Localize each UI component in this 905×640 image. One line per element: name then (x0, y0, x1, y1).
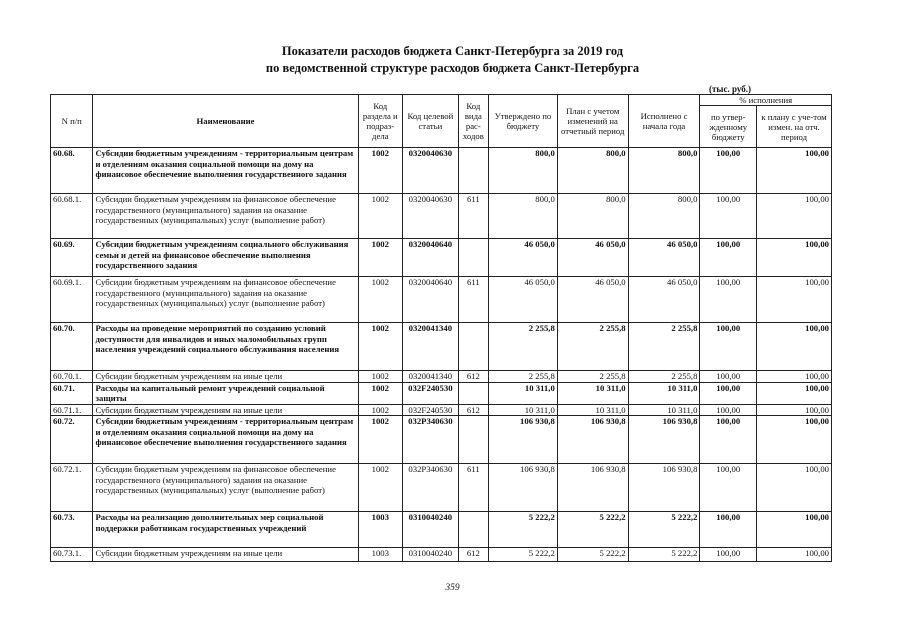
row-section-code: 1002 (358, 404, 403, 416)
row-section-code: 1002 (358, 148, 403, 194)
row-percent-plan: 100,00 (757, 548, 832, 562)
row-plan: 10 311,0 (557, 404, 628, 416)
row-executed: 800,0 (628, 194, 700, 239)
row-number: 60.71.1. (51, 404, 93, 416)
row-name: Субсидии бюджетным учреждениям социального обслуживания семьи и детей на финансовое обеспечение выполнения государственного задания (93, 239, 358, 277)
header-approved: Утверждено по бюджету (489, 95, 558, 148)
row-percent-approved: 100,00 (700, 239, 757, 277)
row-section-code: 1003 (358, 548, 403, 562)
row-plan: 5 222,2 (557, 548, 628, 562)
row-approved: 10 311,0 (489, 404, 558, 416)
row-approved: 2 255,8 (489, 323, 558, 371)
row-approved: 106 930,8 (489, 464, 558, 512)
table-row (51, 548, 832, 562)
row-approved: 800,0 (489, 148, 558, 194)
row-number: 60.70.1. (51, 371, 93, 383)
row-number: 60.68.1. (51, 194, 93, 239)
table-row (51, 323, 832, 371)
row-percent-approved: 100,00 (700, 382, 757, 404)
row-section-code: 1002 (358, 371, 403, 383)
row-type-code: 611 (458, 194, 488, 239)
row-plan: 10 311,0 (557, 382, 628, 404)
row-section-code: 1002 (358, 323, 403, 371)
row-target-code: 0310040240 (403, 548, 459, 562)
document-subtitle: по ведомственной структуре расходов бюджета Санкт-Петербурга (265, 61, 640, 75)
row-number: 60.72. (51, 416, 93, 464)
row-target-code: 032F240530 (403, 404, 459, 416)
row-target-code: 032P340630 (403, 416, 459, 464)
header-percent-group: % исполнения (700, 95, 832, 106)
row-name: Субсидии бюджетным учреждениям на иные цели (93, 404, 358, 416)
row-percent-plan: 100,00 (757, 464, 832, 512)
header-percent-approved: по утвер-жденному бюджету (700, 106, 757, 148)
row-target-code: 0320041340 (403, 323, 459, 371)
row-name: Расходы на капитальный ремонт учреждений социальной защиты (93, 382, 358, 404)
table-row (51, 382, 832, 404)
row-percent-approved: 100,00 (700, 464, 757, 512)
row-percent-plan: 100,00 (757, 239, 832, 277)
table-row (51, 371, 832, 383)
row-executed: 2 255,8 (628, 323, 700, 371)
row-target-code: 0320040630 (403, 194, 459, 239)
table-row (51, 194, 832, 239)
row-percent-approved: 100,00 (700, 148, 757, 194)
row-executed: 5 222,2 (628, 548, 700, 562)
row-approved: 5 222,2 (489, 512, 558, 548)
row-percent-approved: 100,00 (700, 548, 757, 562)
row-percent-approved: 100,00 (700, 404, 757, 416)
row-target-code: 0320041340 (403, 371, 459, 383)
row-type-code: 612 (458, 371, 488, 383)
row-type-code (458, 416, 488, 464)
row-executed: 46 050,0 (628, 277, 700, 323)
header-section-code: Код раздела и подраз-дела (358, 95, 403, 148)
row-target-code: 0310040240 (403, 512, 459, 548)
row-executed: 5 222,2 (628, 512, 700, 548)
header-percent-plan: к плану с уче-том измен. на отч. период (757, 106, 832, 148)
row-executed: 10 311,0 (628, 404, 700, 416)
row-executed: 106 930,8 (628, 464, 700, 512)
row-percent-plan: 100,00 (757, 323, 832, 371)
row-percent-plan: 100,00 (757, 382, 832, 404)
row-percent-approved: 100,00 (700, 371, 757, 383)
row-number: 60.72.1. (51, 464, 93, 512)
row-executed: 10 311,0 (628, 382, 700, 404)
row-section-code: 1003 (358, 512, 403, 548)
row-approved: 46 050,0 (489, 277, 558, 323)
row-name: Расходы на реализацию дополнительных мер социальной поддержки работникам государственных учреждений (93, 512, 358, 548)
budget-table (50, 94, 832, 562)
row-type-code (458, 239, 488, 277)
row-type-code: 612 (458, 404, 488, 416)
row-approved: 2 255,8 (489, 371, 558, 383)
row-target-code: 032P340630 (403, 464, 459, 512)
table-row (51, 416, 832, 464)
row-executed: 2 255,8 (628, 371, 700, 383)
row-percent-plan: 100,00 (757, 512, 832, 548)
row-plan: 800,0 (557, 148, 628, 194)
row-name: Субсидии бюджетным учреждениям на иные цели (93, 371, 358, 383)
row-executed: 800,0 (628, 148, 700, 194)
row-approved: 10 311,0 (489, 382, 558, 404)
row-section-code: 1002 (358, 416, 403, 464)
row-name: Субсидии бюджетным учреждениям на финансовое обеспечение государственного (муниципального) задания на оказание государственных (муниципальных) услуг (выполнение работ) (93, 194, 358, 239)
header-num: N п/п (51, 95, 93, 148)
page-number: 359 (445, 583, 460, 593)
row-type-code (458, 512, 488, 548)
row-plan: 5 222,2 (557, 512, 628, 548)
row-executed: 106 930,8 (628, 416, 700, 464)
row-target-code: 0320040630 (403, 148, 459, 194)
row-name: Субсидии бюджетным учреждениям на иные цели (93, 548, 358, 562)
row-number: 60.69. (51, 239, 93, 277)
row-plan: 2 255,8 (557, 371, 628, 383)
row-section-code: 1002 (358, 382, 403, 404)
row-percent-approved: 100,00 (700, 416, 757, 464)
row-percent-plan: 100,00 (757, 416, 832, 464)
header-target-code: Код целевой статьи (403, 95, 459, 148)
row-section-code: 1002 (358, 464, 403, 512)
row-number: 60.69.1. (51, 277, 93, 323)
row-approved: 46 050,0 (489, 239, 558, 277)
table-body (51, 148, 832, 562)
document-title: Показатели расходов бюджета Санкт-Петербурга за 2019 год (281, 44, 624, 58)
row-percent-plan: 100,00 (757, 404, 832, 416)
row-number: 60.73.1. (51, 548, 93, 562)
row-name: Субсидии бюджетным учреждениям - территориальным центрам и отделениям оказания социальной помощи на дому на финансовое обеспечение выполнения государственного задания (93, 148, 358, 194)
row-approved: 106 930,8 (489, 416, 558, 464)
row-type-code: 612 (458, 548, 488, 562)
row-target-code: 0320040640 (403, 239, 459, 277)
row-percent-plan: 100,00 (757, 277, 832, 323)
units-label: (тыс. руб.) (709, 84, 751, 94)
row-type-code: 611 (458, 277, 488, 323)
row-name: Субсидии бюджетным учреждениям на финансовое обеспечение государственного (муниципального) задания на оказание государственных (муниципальных) услуг (выполнение работ) (93, 277, 358, 323)
row-section-code: 1002 (358, 277, 403, 323)
row-target-code: 0320040640 (403, 277, 459, 323)
row-number: 60.70. (51, 323, 93, 371)
row-approved: 800,0 (489, 194, 558, 239)
table-row (51, 512, 832, 548)
row-executed: 46 050,0 (628, 239, 700, 277)
row-number: 60.73. (51, 512, 93, 548)
header-executed: Исполнено с начала года (628, 95, 700, 148)
row-plan: 800,0 (557, 194, 628, 239)
table-row (51, 277, 832, 323)
row-plan: 46 050,0 (557, 277, 628, 323)
row-number: 60.68. (51, 148, 93, 194)
row-type-code (458, 382, 488, 404)
row-section-code: 1002 (358, 194, 403, 239)
header-name: Наименование (93, 95, 358, 148)
row-target-code: 032F240530 (403, 382, 459, 404)
row-type-code: 611 (458, 464, 488, 512)
header-type-code: Код вида рас-ходов (458, 95, 488, 148)
row-percent-approved: 100,00 (700, 277, 757, 323)
row-percent-approved: 100,00 (700, 512, 757, 548)
row-type-code (458, 323, 488, 371)
row-number: 60.71. (51, 382, 93, 404)
row-percent-plan: 100,00 (757, 194, 832, 239)
row-section-code: 1002 (358, 239, 403, 277)
row-name: Расходы на проведение мероприятий по созданию условий доступности для инвалидов и иных маломобильных групп населения учреждений социального обслуживания населения (93, 323, 358, 371)
table-row (51, 148, 832, 194)
row-plan: 106 930,8 (557, 416, 628, 464)
table-row (51, 239, 832, 277)
row-type-code (458, 148, 488, 194)
row-percent-plan: 100,00 (757, 148, 832, 194)
row-name: Субсидии бюджетным учреждениям - территориальным центрам и отделениям оказания социальной помощи на дому на финансовое обеспечение выполнения государственного задания (93, 416, 358, 464)
row-plan: 106 930,8 (557, 464, 628, 512)
header-plan: План с учетом изменений на отчетный период (557, 95, 628, 148)
row-approved: 5 222,2 (489, 548, 558, 562)
row-percent-approved: 100,00 (700, 323, 757, 371)
row-plan: 46 050,0 (557, 239, 628, 277)
table-row (51, 464, 832, 512)
row-plan: 2 255,8 (557, 323, 628, 371)
row-percent-approved: 100,00 (700, 194, 757, 239)
table-row (51, 404, 832, 416)
row-percent-plan: 100,00 (757, 371, 832, 383)
row-name: Субсидии бюджетным учреждениям на финансовое обеспечение государственного (муниципального) задания на оказание государственных (муниципальных) услуг (выполнение работ) (93, 464, 358, 512)
